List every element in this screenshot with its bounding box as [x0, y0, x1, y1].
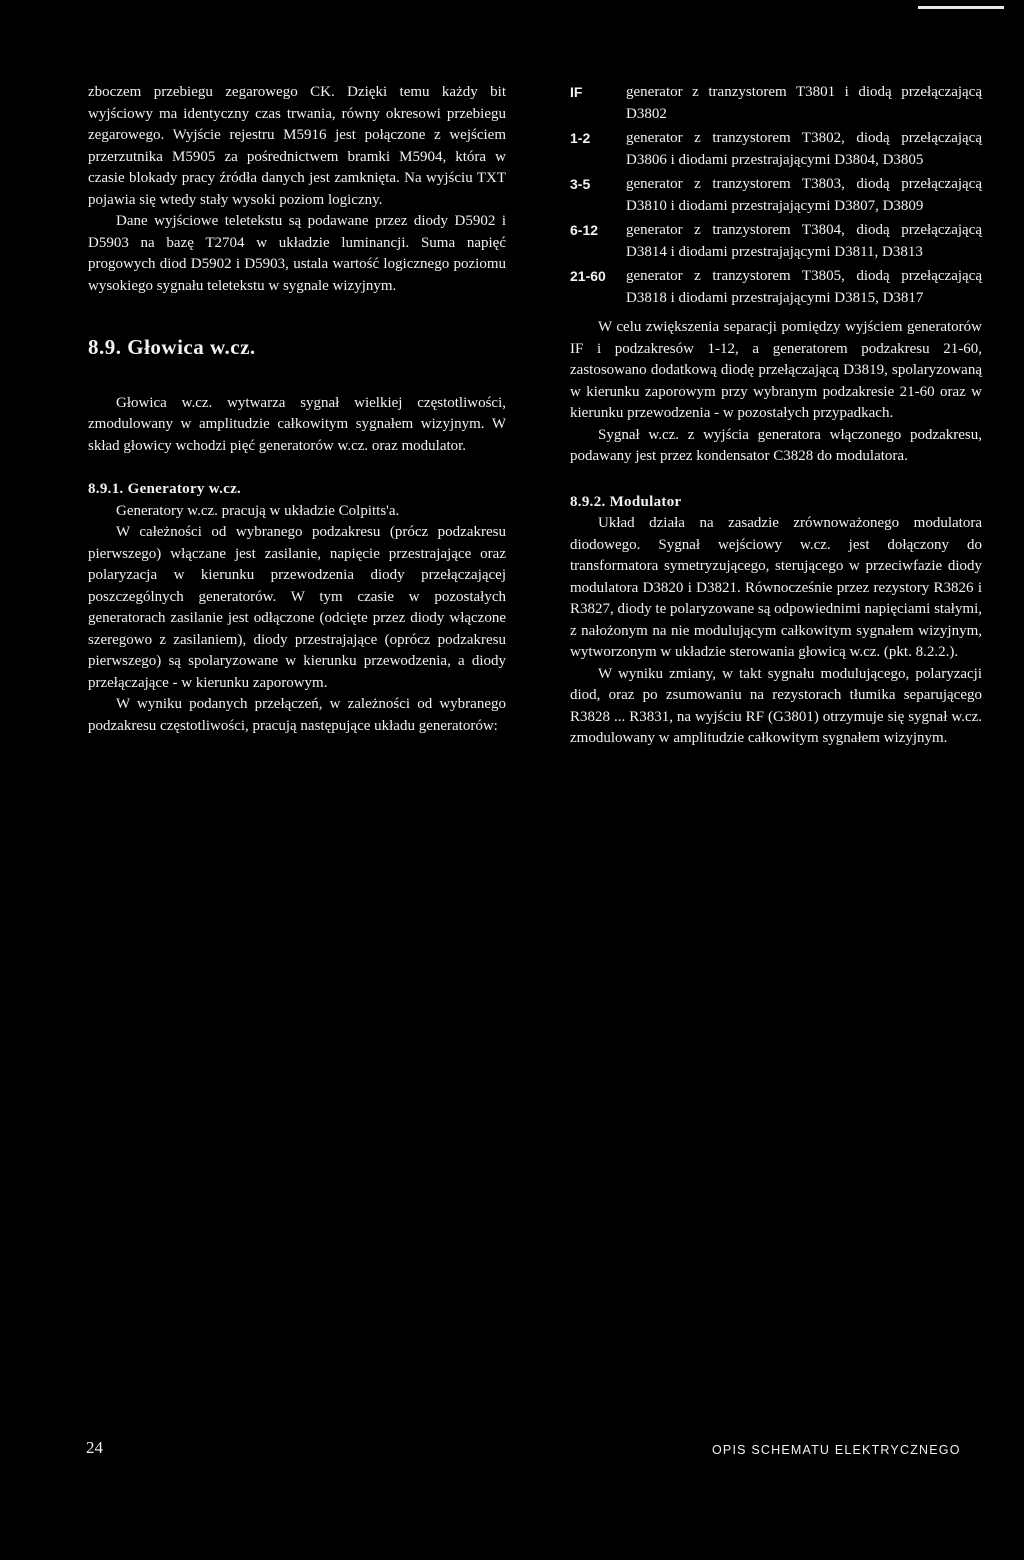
generator-description: generator z tranzystorem T3801 i diodą przełączającą D3802 — [626, 84, 982, 122]
section-heading: 8.9. Głowica w.cz. — [88, 335, 256, 359]
paragraph: W wyniku podanych przełączeń, w zależności od wybranego podzakresu częstotliwości, pracują następujące układu generatorów: — [88, 696, 506, 734]
generator-description: generator z tranzystorem T3805, diodą przełączającą D3818 i diodami przestrajającymi D3815, D3817 — [626, 268, 982, 306]
generator-entry — [570, 266, 982, 309]
running-footer-title: OPIS SCHEMATU ELEKTRYCZNEGO — [712, 1443, 961, 1457]
range-label: 3-5 — [570, 176, 591, 192]
top-rule — [918, 6, 1004, 9]
paragraph: Dane wyjściowe teletekstu są podawane przez diody D5902 i D5903 na bazę T2704 w układzie luminancji. Suma napięć progowych diod D5902 i D5903, ustala wartość logicznego poziomu wysokiego sygnału teletekstu w sygnale wizyjnym. — [88, 213, 506, 294]
paragraph: zboczem przebiegu zegarowego CK. Dzięki temu każdy bit wyjściowy ma identyczny czas trwania, równy okresowi przebiegu zegarowego. Wyjście rejestru M5916 jest połączone z wejściem przerzutnika M5905 za pośrednictwem bramki M5904, która w czasie blokady pracy źródła danych jest zamknięta. Na wyjściu TXT pojawia się wtedy stały wysoki poziom logiczny. — [88, 84, 506, 208]
paragraph: Sygnał w.cz. z wyjścia generatora włączonego podzakresu, podawany jest przez kondensator C3828 do modulatora. — [570, 426, 982, 464]
paragraph: Generatory w.cz. pracują w układzie Colpitts'a. — [116, 502, 400, 519]
right-column — [570, 82, 982, 750]
range-label: 6-12 — [570, 222, 599, 238]
range-label: 1-2 — [570, 130, 591, 146]
paragraph: W celu zwiększenia separacji pomiędzy wyjściem generatorów IF i podzakresów 1-12, a generatorem podzakresu 21-60, zastosowano dodatkową diodę przełączającą D3819, spolaryzowaną w kierunku zaporowym przy wybranym podzakresie 21-60 oraz w kierunku przewodzenia - w pozostałych przypadkach. — [570, 319, 982, 421]
generator-entry — [570, 220, 982, 263]
page-number: 24 — [86, 1438, 103, 1457]
paragraph: Układ działa na zasadzie zrównoważonego modulatora diodowego. Sygnał wejściowy w.cz. jest dołączony do transformatora symetryzującego, sterującego w przeciwfazie diody modulatora D3820 i D3821. Równocześnie przez rezystory R3826 i R3827, diody te polaryzowane są odpowiednimi napięciami stałymi, z nałożonym na nie modulującym całkowitym sygnałem wizyjnym, wytworzonym w układzie sterowania głowicą w.cz. (pkt. 8.2.2.). — [570, 515, 982, 660]
generator-description: generator z tranzystorem T3804, diodą przełączającą D3814 i diodami przestrajającymi D3811, D3813 — [626, 222, 982, 260]
subsection-heading: 8.9.2. Modulator — [570, 493, 682, 510]
subsection-heading: 8.9.1. Generatory w.cz. — [88, 481, 242, 497]
range-label: IF — [570, 84, 583, 100]
paragraph: W całeżności od wybranego podzakresu (prócz podzakresu pierwszego) włączane jest zasilanie, napięcie przestrajające oraz polaryzacja w kierunku przewodzenia diody przełączającej poszczególnych generatorów. W tym czasie w pozostałych generatorach zasilanie jest odłączone (odcięte przez diody włączone szeregowo z zasilaniem), diody przestrajające (oprócz podzakresu pierwszego) są spolaryzowane w kierunku przewodzenia, a diody przełączające - w kierunku zaporowym. — [88, 524, 506, 691]
generator-description: generator z tranzystorem T3803, diodą przełączającą D3810 i diodami przestrajającymi D3807, D3809 — [626, 176, 982, 214]
left-column — [88, 82, 506, 737]
generator-entry — [570, 82, 982, 125]
generator-description: generator z tranzystorem T3802, diodą przełączającą D3806 i diodami przestrajającymi D3804, D3805 — [626, 130, 982, 168]
generator-entry — [570, 128, 982, 171]
range-label: 21-60 — [570, 268, 606, 284]
generator-entry — [570, 174, 982, 217]
paragraph: W wyniku zmiany, w takt sygnału modulującego, polaryzacji diod, oraz po zsumowaniu na rezystorach tłumika separującego R3828 ... R3831, na wyjściu RF (G3801) otrzymuje się sygnał w.cz. zmodulowany w amplitudzie całkowitym sygnałem wizyjnym. — [570, 665, 982, 746]
paragraph: Głowica w.cz. wytwarza sygnał wielkiej częstotliwości, zmodulowany w amplitudzie całkowitym sygnałem wizyjnym. W skład głowicy wchodzi pięć generatorów w.cz. oraz modulator. — [88, 394, 506, 454]
